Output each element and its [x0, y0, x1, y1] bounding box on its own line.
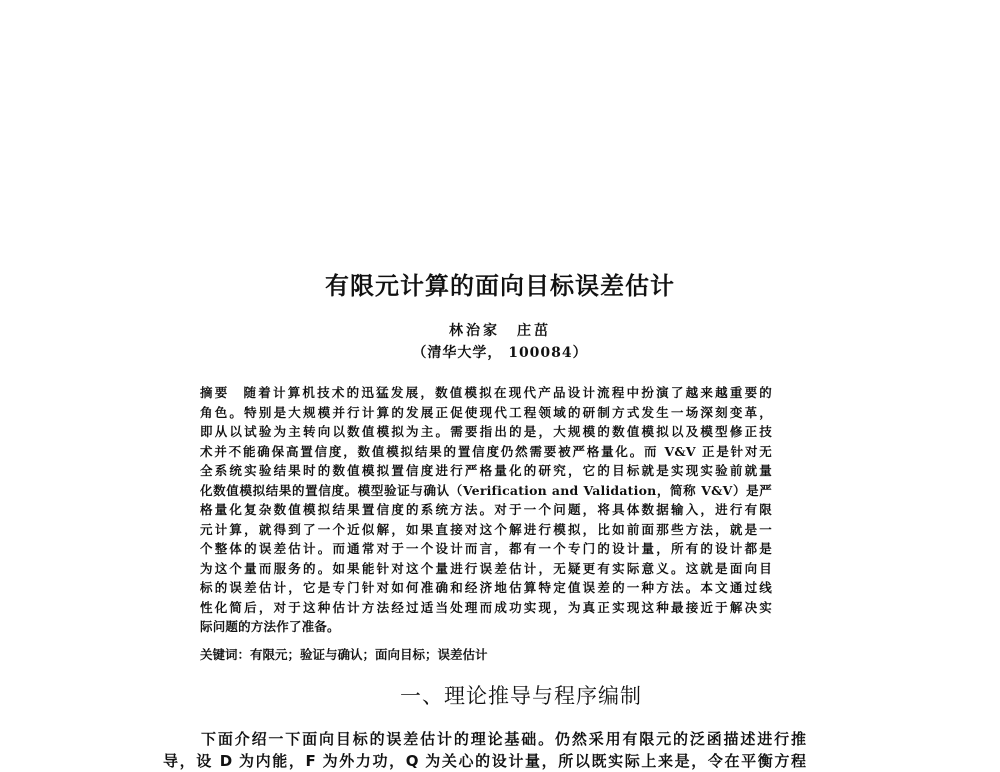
keywords-label: 关键词： — [200, 647, 251, 662]
abstract-label: 摘要 — [200, 385, 230, 400]
abstract-line: 标的误差估计，它是专门针对如何准确和经济地估算特定值误差的一种方法。本文通过线 — [200, 580, 772, 595]
paper-affiliation: （清华大学， 100084） — [412, 345, 588, 361]
abstract-line: 全系统实验结果时的数值模拟置信度进行严格量化的研究，它的目标就是实现实验前就量 — [200, 463, 772, 478]
paper-title: 有限元计算的面向目标误差估计 — [325, 272, 675, 300]
abstract-block — [200, 383, 772, 637]
abstract-line: 化数值模拟结果的置信度。模型验证与确认（Verification and Validation，简称 V&V）是严 — [200, 482, 772, 498]
abstract-line: 个整体的误差估计。而通常对于一个设计而言，都有一个专门的设计量，所有的设计都是 — [200, 541, 772, 556]
abstract-line: 格量化复杂数值模拟结果置信度的系统方法。对于一个问题，将具体数据输入，进行有限 — [200, 502, 772, 517]
abstract-line: 术并不能确保高置信度，数值模拟结果的置信度仍然需要被严格量化。而 V&V 正是针对无 — [200, 443, 772, 459]
body-line: 导，设 D 为内能，F 为外力功，Q 为关心的设计量，所以既实际上来是，令在平衡方程 — [163, 752, 806, 770]
abstract-line: 为这个量而服务的。如果能针对这个量进行误差估计，无疑更有实际意义。这就是面向目 — [200, 560, 772, 576]
abstract-line: 性化简后，对于这种估计方法经过适当处理而成功实现，为真正实现这种最接近于解决实 — [200, 599, 772, 615]
abstract-line: 际问题的方法作了准备。 — [200, 619, 340, 634]
body-line: 下面介绍一下面向目标的误差估计的理论基础。仍然采用有限元的泛函描述进行推 — [201, 730, 806, 748]
keywords-text: 有限元；验证与确认；面向目标；误差估计 — [250, 647, 488, 662]
abstract-line: 即从以试验为主转向以数值模拟为主。需要指出的是，大规模的数值模拟以及模型修正技 — [200, 424, 772, 439]
paper-authors: 林治家 庄茁 — [449, 323, 551, 339]
keywords — [200, 645, 488, 663]
abstract-line: 元计算，就得到了一个近似解，如果直接对这个解进行模拟，比如前面那些方法，就是一 — [200, 521, 772, 537]
abstract-line: 摘要 随着计算机技术的迅猛发展，数值模拟在现代产品设计流程中扮演了越来越重要的 — [200, 385, 772, 400]
body-text — [163, 728, 806, 772]
section-heading: 一、理论推导与程序编制 — [400, 684, 642, 708]
abstract-line: 角色。特别是大规模并行计算的发展正促使现代工程领域的研制方式发生一场深刻变革， — [200, 404, 772, 420]
